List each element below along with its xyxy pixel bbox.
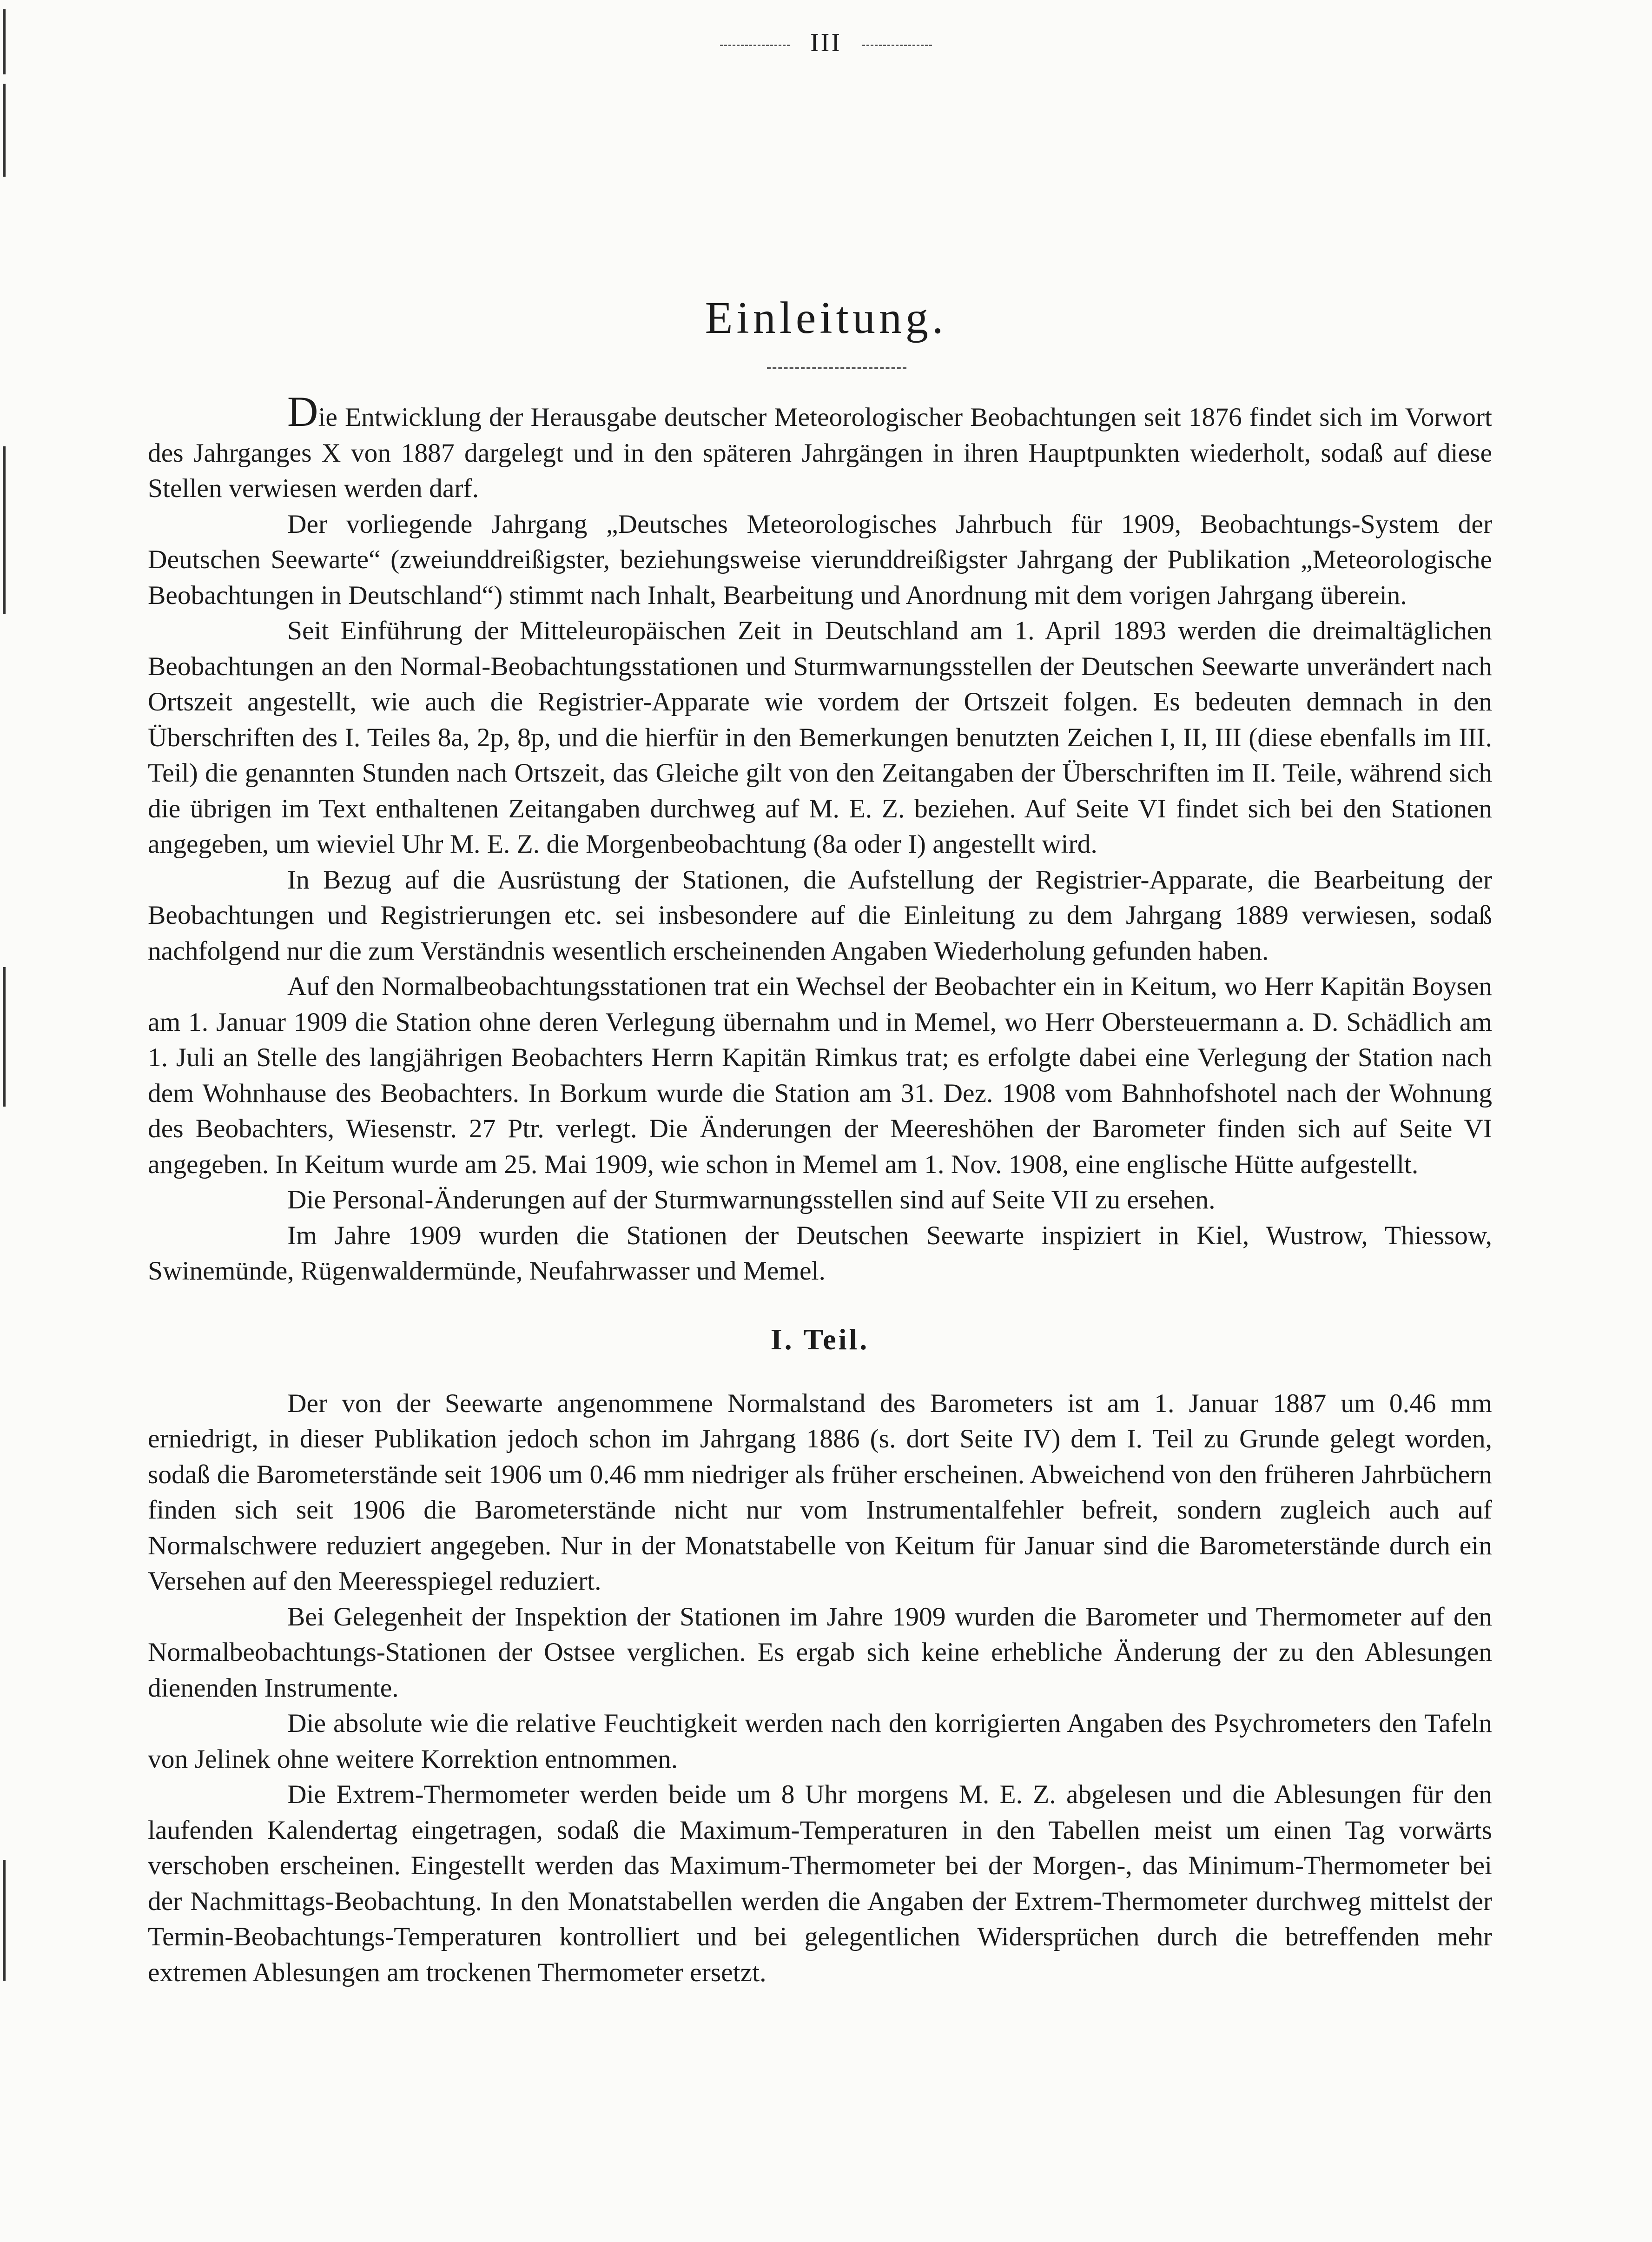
scan-mark [3, 84, 6, 177]
paragraph: Der vorliegende Jahrgang „Deutsches Meteorologisches Jahrbuch für 1909, Beobachtungs-System der Deutschen Seewarte“ (zweiunddreißigster, beziehungsweise vierunddreißigster Jahrgang der Publikation „Meteorologische Beobachtungen in Deutschland“) stimmt nach Inhalt, Bearbeitung und Anordnung mit dem vorigen Jahrgang überein. [148, 509, 1492, 610]
page-number-row [0, 28, 1652, 58]
page-number-rule-left [720, 45, 790, 46]
document-body [148, 388, 1492, 1990]
page-number: III [810, 28, 842, 57]
paragraph: In Bezug auf die Ausrüstung der Stationen, die Aufstellung der Registrier-Apparate, die Bearbeitung der Beobachtungen und Registrierungen etc. sei insbesondere auf die Einleitung zu dem Jahrgang 1889 verwiesen, sodaß nachfolgend nur die zum Verständnis wesentlich erscheinenden Angaben Wiederholung gefunden haben. [148, 865, 1492, 966]
section-heading: I. Teil. [770, 1322, 870, 1356]
intro-paragraph-text: ie Entwicklung der Herausgabe deutscher Meteorologischer Beobachtungen seit 1876 findet sich im Vorwort des Jahrganges X von 1887 dargelegt und in den späteren Jahrgängen in ihren Hauptpunkten wiederholt, sodaß auf diese Stellen verwiesen werden darf. [148, 403, 1492, 503]
paragraph: Seit Einführung der Mitteleuropäischen Zeit in Deutschland am 1. April 1893 werden die dreimaltäglichen Beobachtungen an den Normal-Beobachtungsstationen und Sturmwarnungsstellen der Deutschen Seewarte unverändert nach Ortszeit angestellt, wie auch die Registrier-Apparate wie vordem der Ortszeit folgen. Es bedeuten demnach in den Überschriften des I. Teiles 8a, 2p, 8p, und die hierfür in den Bemerkungen benutzten Zeichen I, II, III (diese ebenfalls im III. Teil) die genannten Stunden nach Ortszeit, das Gleiche gilt von den Zeitangaben der Überschriften im II. Teile, während sich die übrigen im Text enthaltenen Zeitangaben durchweg auf M. E. Z. beziehen. Auf Seite VI findet sich bei den Stationen angegeben, um wieviel Uhr M. E. Z. die Morgenbeobachtung (8a oder I) angestellt wird. [148, 616, 1492, 859]
page-title: Einleitung. [705, 293, 947, 343]
paragraph: Bei Gelegenheit der Inspektion der Stationen im Jahre 1909 wurden die Barometer und Thermometer auf den Normalbeobachtungs-Stationen der Ostsee verglichen. Es ergab sich keine erhebliche Änderung der zu den Ablesungen dienenden Instrumente. [148, 1602, 1492, 1703]
dropcap: D [287, 388, 318, 435]
paragraph: Die absolute wie die relative Feuchtigkeit werden nach den korrigierten Angaben des Psychrometers den Tafeln von Jelinek ohne weitere Korrektion entnommen. [148, 1709, 1492, 1774]
scan-mark [3, 446, 6, 614]
paragraph: Im Jahre 1909 wurden die Stationen der Deutschen Seewarte inspiziert in Kiel, Wustrow, Thiessow, Swinemünde, Rügenwaldermünde, Neufahrwasser und Memel. [148, 1220, 1492, 1286]
intro-paragraph [148, 388, 1492, 507]
scan-mark [3, 967, 6, 1107]
paragraph: Der von der Seewarte angenommene Normalstand des Barometers ist am 1. Januar 1887 um 0.46 mm erniedrigt, in dieser Publikation jedoch schon im Jahrgang 1886 (s. dort Seite IV) dem I. Teil zu Grunde gelegt worden, sodaß die Barometerstände seit 1906 um 0.46 mm niedriger als früher erscheinen. Abweichend von den früheren Jahrbüchern finden sich seit 1906 die Barometerstände nicht nur vom Instrumentalfehler befreit, sondern zugleich auch auf Normalschwere reduziert angegeben. Nur in der Monatstabelle von Keitum für Januar sind die Barometerstände durch ein Versehen auf den Meeresspiegel reduziert. [148, 1388, 1492, 1596]
page-number-rule-right [862, 45, 932, 46]
title-rule [767, 367, 906, 369]
scan-mark [3, 1860, 6, 1981]
paragraph: Die Personal-Änderungen auf der Sturmwarnungsstellen sind auf Seite VII zu ersehen. [287, 1185, 1216, 1214]
paragraph: Die Extrem-Thermometer werden beide um 8 Uhr morgens M. E. Z. abgelesen und die Ablesungen für den laufenden Kalendertag eingetragen, sodaß die Maximum-Temperaturen in den Tabellen meist um einen Tag vorwärts verschoben erscheinen. Eingestellt werden das Maximum-Thermometer bei der Morgen-, das Minimum-Thermometer bei der Nachmittags-Beobachtung. In den Monatstabellen werden die Angaben der Extrem-Thermometer durchweg mittelst der Termin-Beobachtungs-Temperaturen kontrolliert und bei gelegentlichen Widersprüchen durch die betreffenden mehr extremen Ablesungen am trockenen Thermometer ersetzt. [148, 1780, 1492, 1987]
paragraph: Auf den Normalbeobachtungsstationen trat ein Wechsel der Beobachter ein in Keitum, wo Herr Kapitän Boysen am 1. Januar 1909 die Station ohne deren Verlegung übernahm und in Memel, wo Herr Obersteuermann a. D. Schädlich am 1. Juli an Stelle des langjährigen Beobachters Herrn Kapitän Rimkus trat; es erfolgte dabei eine Verlegung der Station nach dem Wohnhause des Beobachters. In Borkum wurde die Station am 31. Dez. 1908 vom Bahnhofshotel nach der Wohnung des Beobachters, Wiesenstr. 27 Ptr. verlegt. Die Änderungen der Meereshöhen der Barometer finden sich auf Seite VI angegeben. In Keitum wurde am 25. Mai 1909, wie schon in Memel am 1. Nov. 1908, eine englische Hütte aufgestellt. [148, 972, 1492, 1179]
